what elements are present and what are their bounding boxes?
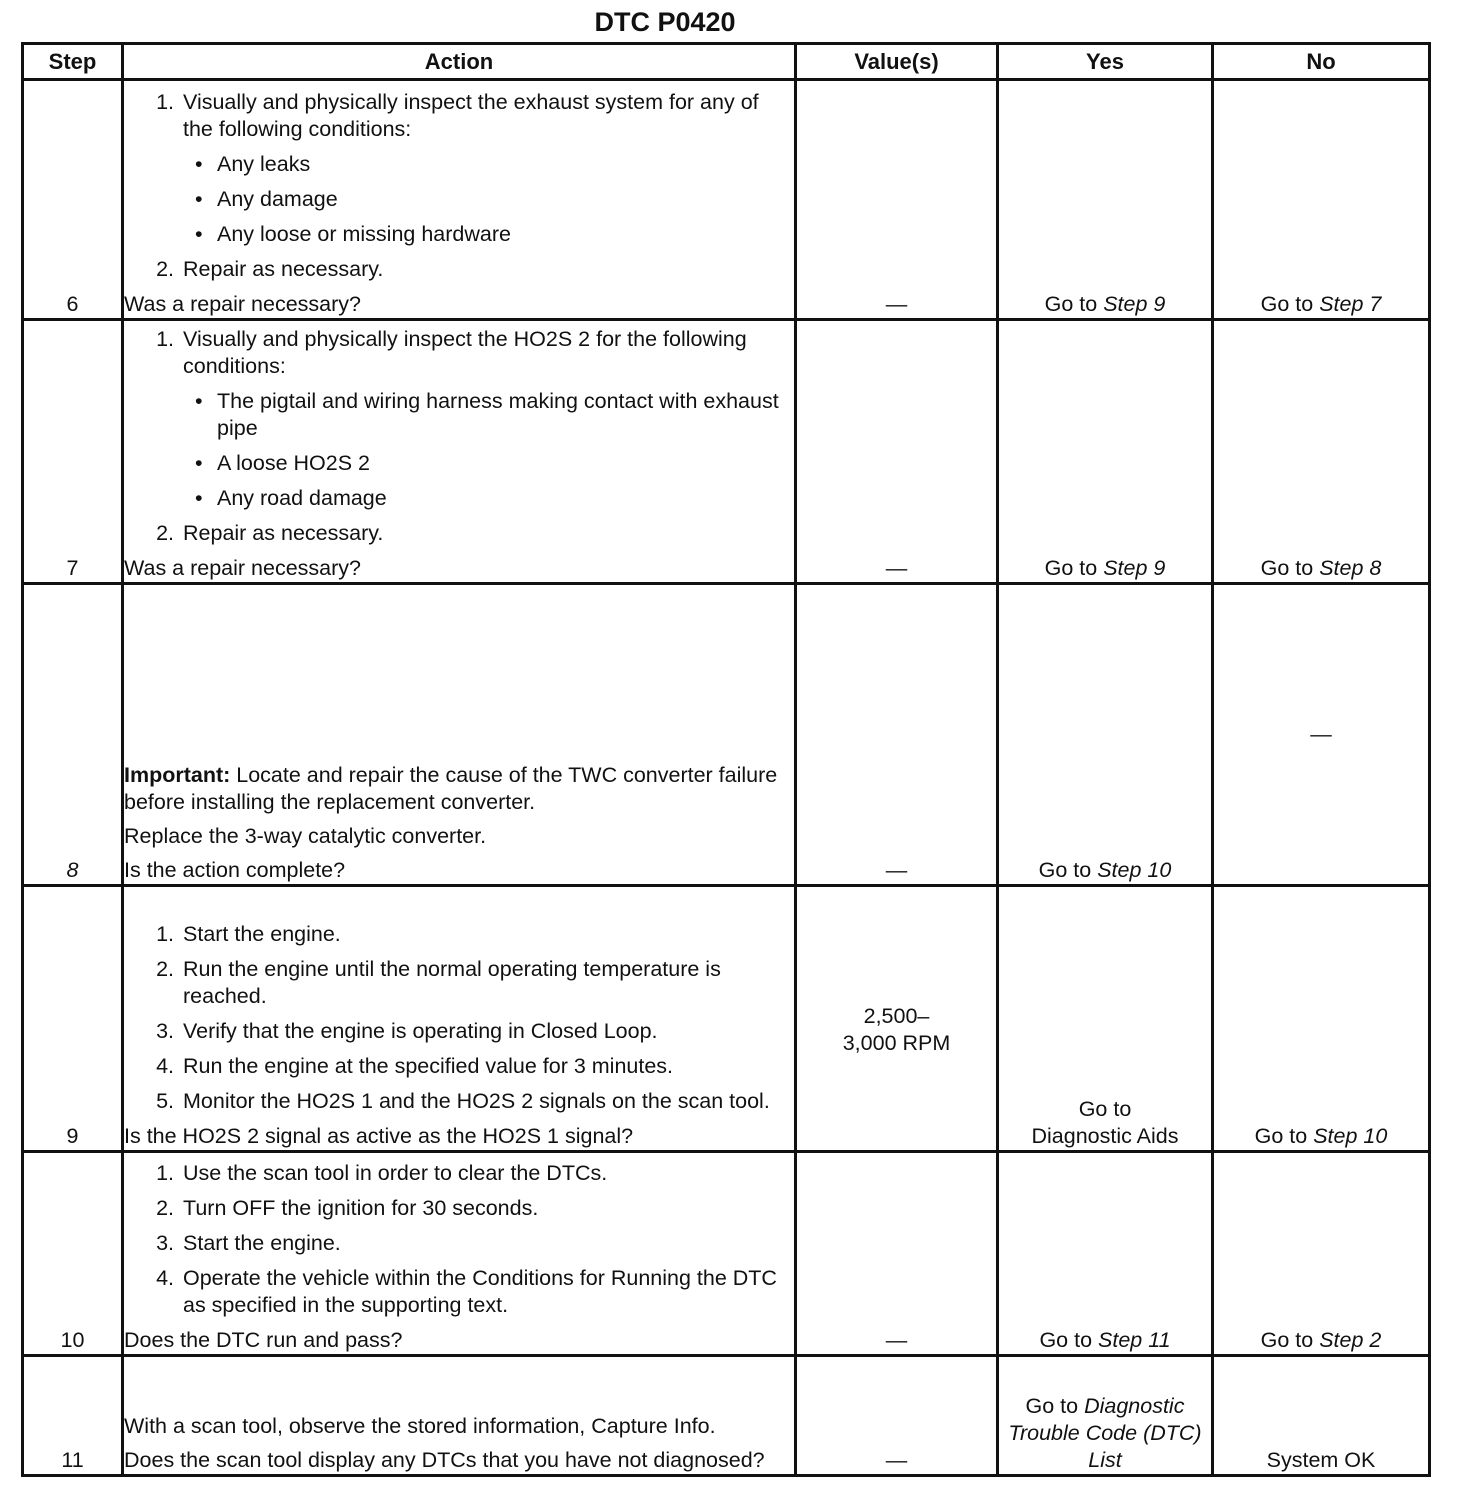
action-step: 3. Start the engine. (180, 1230, 794, 1257)
yes-link[interactable]: Go to Step 9 (998, 80, 1213, 320)
condition-item: • Any damage (217, 186, 794, 213)
action-step: 2. Repair as necessary. (180, 256, 794, 283)
action-steps (124, 1160, 794, 1327)
action-question: Does the scan tool display any DTCs that you have not diagnosed? (124, 1448, 765, 1472)
action-cell (123, 80, 796, 320)
header-step: Step (23, 44, 123, 80)
table-row (23, 584, 1430, 886)
condition-item: • Any leaks (217, 151, 794, 178)
value-line: 3,000 RPM (842, 1031, 951, 1055)
no-link[interactable]: Go to Step 7 (1213, 80, 1430, 320)
table-header-row (23, 44, 1430, 80)
table-row (23, 320, 1430, 584)
action-question: Is the action complete? (124, 858, 346, 882)
no-link[interactable]: Go to Step 2 (1213, 1152, 1430, 1356)
header-action: Action (123, 44, 796, 80)
yes-link[interactable]: Go to Step 9 (998, 320, 1213, 584)
action-question: Does the DTC run and pass? (124, 1328, 403, 1352)
action-step: 1. Start the engine. (180, 921, 794, 948)
action-question: Was a repair necessary? (124, 292, 361, 316)
action-step: 2. Repair as necessary. (180, 520, 794, 547)
header-yes: Yes (998, 44, 1213, 80)
action-step: 1. Visually and physically inspect the HO2S 2 for the following conditions: • The pigtail and wiring harness making contact with exhaust pipe • A loose HO2S 2 • Any road damage (180, 326, 794, 512)
step-number: 11 (23, 1356, 123, 1476)
yes-link[interactable]: Go to Diagnostic Aids (998, 886, 1213, 1152)
yes-link[interactable]: Go to Step 11 (998, 1152, 1213, 1356)
value-cell (796, 886, 998, 1152)
action-step: 3. Verify that the engine is operating in Closed Loop. (180, 1018, 794, 1045)
value-cell: — (796, 584, 998, 886)
page-title: DTC P0420 (594, 7, 736, 37)
no-value: System OK (1213, 1356, 1430, 1476)
table-row (23, 1356, 1430, 1476)
step-number: 10 (23, 1152, 123, 1356)
important-note: Important: Locate and repair the cause of the TWC converter failure before installing the replacement converter. (124, 763, 778, 814)
value-cell: — (796, 320, 998, 584)
no-link[interactable]: Go to Step 8 (1213, 320, 1430, 584)
action-steps (124, 326, 794, 555)
action-notes (124, 762, 794, 857)
condition-item: • Any road damage (217, 485, 794, 512)
table-row (23, 886, 1430, 1152)
value-line: 2,500– (863, 1004, 930, 1028)
header-values: Value(s) (796, 44, 998, 80)
action-step: 1. Visually and physically inspect the exhaust system for any of the following conditions: • Any leaks • Any damage • Any loose or missing hardware (180, 89, 794, 248)
dtc-table (21, 42, 1431, 1477)
action-instruction: Replace the 3-way catalytic converter. (124, 824, 487, 848)
action-steps (124, 921, 794, 1123)
step-number: 9 (23, 886, 123, 1152)
no-value: — (1213, 584, 1430, 886)
condition-item: • Any loose or missing hardware (217, 221, 794, 248)
action-step: 4. Run the engine at the specified value for 3 minutes. (180, 1053, 794, 1080)
value-cell: — (796, 1152, 998, 1356)
condition-bullets (183, 151, 794, 248)
action-step: 2. Turn OFF the ignition for 30 seconds. (180, 1195, 794, 1222)
step-number: 7 (23, 320, 123, 584)
yes-link[interactable]: Go to Step 10 (998, 584, 1213, 886)
condition-item: • The pigtail and wiring harness making contact with exhaust pipe (217, 388, 794, 442)
header-no: No (1213, 44, 1430, 80)
action-step: 4. Operate the vehicle within the Conditions for Running the DTC as specified in the supporting text. (180, 1265, 794, 1319)
action-cell (123, 1152, 796, 1356)
table-row (23, 1152, 1430, 1356)
value-cell: — (796, 1356, 998, 1476)
action-instruction: With a scan tool, observe the stored information, Capture Info. (124, 1414, 716, 1438)
action-steps (124, 89, 794, 291)
action-cell (123, 1356, 796, 1476)
action-cell (123, 886, 796, 1152)
condition-bullets (183, 388, 794, 512)
no-link[interactable]: Go to Step 10 (1213, 886, 1430, 1152)
action-step: 2. Run the engine until the normal operating temperature is reached. (180, 956, 794, 1010)
action-step: 5. Monitor the HO2S 1 and the HO2S 2 signals on the scan tool. (180, 1088, 794, 1115)
action-question: Was a repair necessary? (124, 556, 361, 580)
step-number: 8 (23, 584, 123, 886)
table-row (23, 80, 1430, 320)
step-number: 6 (23, 80, 123, 320)
action-step: 1. Use the scan tool in order to clear the DTCs. (180, 1160, 794, 1187)
action-question: Is the HO2S 2 signal as active as the HO2S 1 signal? (124, 1124, 634, 1148)
condition-item: • A loose HO2S 2 (217, 450, 794, 477)
action-cell (123, 320, 796, 584)
action-cell (123, 584, 796, 886)
value-cell: — (796, 80, 998, 320)
yes-link[interactable]: Go to Diagnostic Trouble Code (DTC) List (998, 1356, 1213, 1476)
